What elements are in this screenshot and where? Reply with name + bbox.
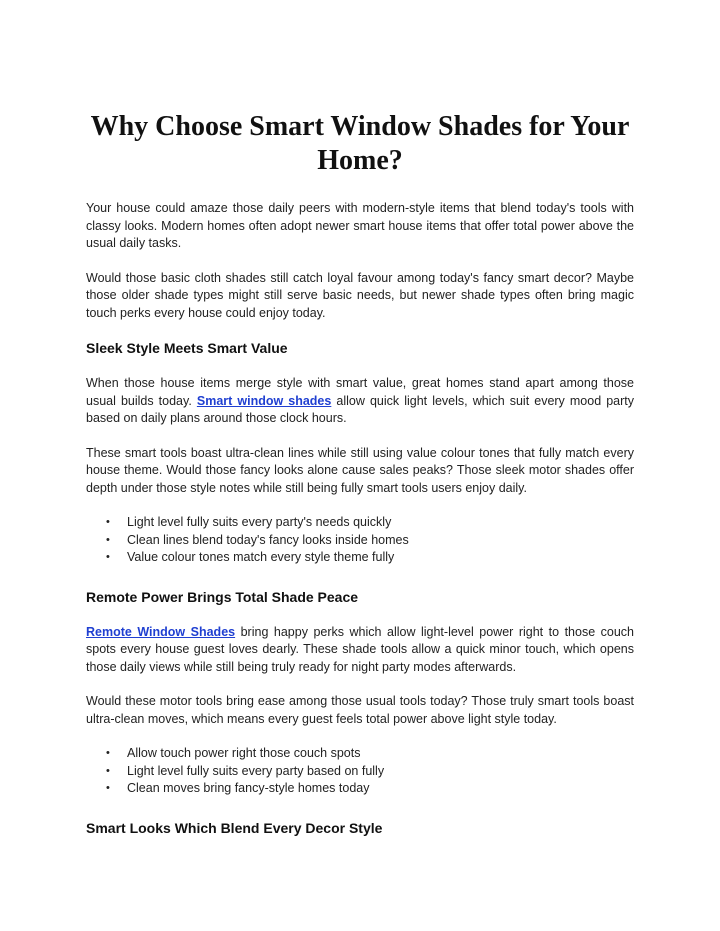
section-heading-sleek-style: Sleek Style Meets Smart Value	[86, 340, 288, 356]
section2-paragraph-2: Would these motor tools bring ease among those usual tools today? Those truly smart tools boast ultra-clean moves, which means every guest feels total power above light style today.	[86, 694, 634, 726]
list-item	[106, 763, 634, 781]
page-title: Why Choose Smart Window Shades for Your Home?	[90, 111, 630, 176]
list-item	[106, 780, 634, 798]
bullet-icon: •	[106, 533, 110, 546]
bullet-icon: •	[106, 782, 110, 794]
section1-paragraph-1	[86, 375, 634, 428]
list-item-text: Allow touch power right those couch spots	[127, 746, 361, 760]
list-item	[106, 745, 634, 763]
smart-window-shades-link[interactable]: Smart window shades	[196, 393, 332, 408]
section2-paragraph-1	[86, 624, 634, 677]
list-item-text: Light level fully suits every party based on fully	[127, 763, 385, 778]
section2-bullet-list	[86, 745, 634, 798]
list-item-text: Value colour tones match every style theme fully	[127, 550, 395, 564]
section1-paragraph-2: These smart tools boast ultra-clean lines while still using value colour tones that fully match every house theme. Would those fancy looks alone cause sales peaks? Those sleek motor shades offer depth under those style notes while still being fully smart tools users enjoy daily.	[86, 445, 634, 495]
intro-paragraph-2: Would those basic cloth shades still catch loyal favour among today's fancy smart decor? Maybe those older shade types might still serve basic needs, but newer shade types often bring magic touch perks every house could enjoy today.	[86, 270, 634, 320]
remote-window-shades-link[interactable]: Remote Window Shades	[86, 624, 236, 639]
list-item-text: Clean moves bring fancy-style homes today	[127, 781, 370, 795]
section1-bullet-list	[86, 514, 634, 567]
list-item	[106, 532, 634, 550]
list-item-text: Clean lines blend today's fancy looks inside homes	[127, 532, 409, 547]
bullet-icon: •	[106, 551, 110, 563]
section1-p1-text-after: allow quick light levels, which suit every mood party based on daily plans around those clock hours.	[86, 393, 634, 425]
section-heading-smart-looks: Smart Looks Which Blend Every Decor Style	[86, 819, 383, 836]
list-item-text: Light level fully suits every party's needs quickly	[127, 515, 392, 529]
bullet-icon: •	[106, 747, 110, 759]
section2-p1-text-after: bring happy perks which allow light-level power right to those couch spots every house guest loves dearly. These shade tools allow a quick minor touch, which opens those daily views while still being truly ready for night party modes afterwards.	[86, 624, 635, 674]
list-item	[106, 514, 634, 532]
list-item	[106, 549, 634, 567]
section-heading-remote-power: Remote Power Brings Total Shade Peace	[86, 588, 359, 605]
bullet-icon: •	[106, 516, 110, 528]
intro-paragraph-1: Your house could amaze those daily peers with modern-style items that blend today's tools with classy looks. Modern homes often adopt newer smart house items that offer total power above the usual daily tasks.	[86, 201, 634, 250]
section1-p1-text-before: When those house items merge style with smart value, great homes stand apart among those usual builds today.	[86, 376, 634, 408]
bullet-icon: •	[106, 764, 110, 777]
